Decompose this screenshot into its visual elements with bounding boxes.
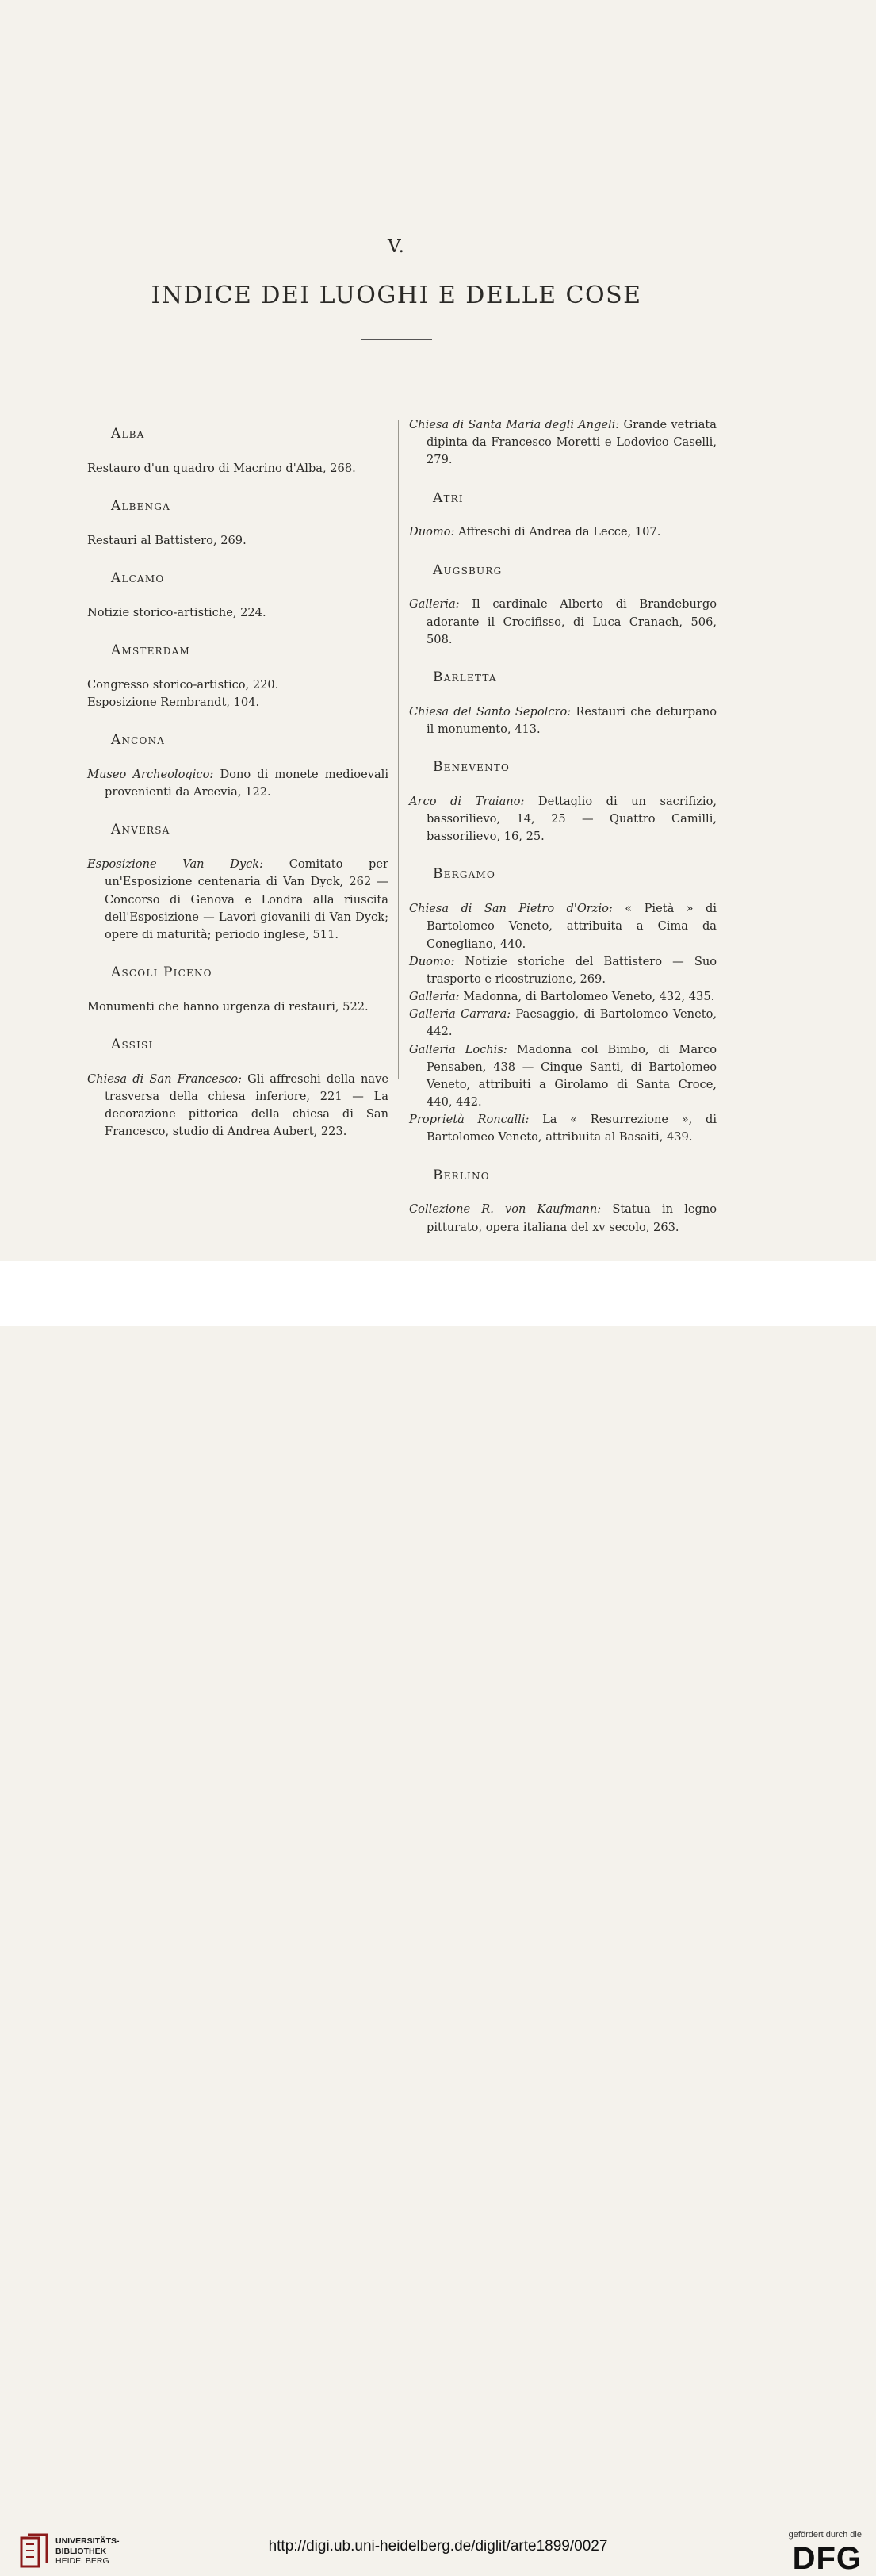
index-section	[409, 864, 717, 1146]
index-section	[87, 963, 388, 1016]
index-section	[87, 730, 388, 801]
place-heading: Atri	[433, 489, 464, 506]
entry-text: Il cardinale Alberto di Brandeburgo adorante il Crocifisso, di Luca Cranach, 506, 508.	[427, 597, 717, 646]
place-heading: Barletta	[433, 669, 497, 685]
place-heading: Bergamo	[433, 866, 496, 883]
index-section	[409, 416, 717, 470]
place-heading: Albenga	[111, 498, 170, 514]
entry-text: Monumenti che hanno urgenza di restauri, 522.	[87, 999, 369, 1014]
index-section	[409, 668, 717, 738]
place-heading: Anversa	[111, 822, 170, 838]
title-rule	[361, 339, 432, 340]
entry-text: Grande vetriata dipinta da Francesco Moretti e Lodovico Caselli, 279.	[427, 418, 717, 467]
entry-text: Dono di monete medioevali provenienti da Arcevia, 122.	[105, 768, 388, 799]
index-section	[87, 1035, 388, 1141]
place-heading: Augsburg	[433, 562, 503, 578]
entry-location: Galleria:	[409, 990, 460, 1004]
entry-text: La « Resurrezione », di Bartolomeo Veneto, attribuita al Basaiti, 439.	[427, 1113, 717, 1144]
index-section	[409, 1166, 717, 1236]
entry-text: Paesaggio, di Bartolomeo Veneto, 442.	[427, 1007, 717, 1039]
entry-location: Galleria Carrara:	[409, 1007, 511, 1022]
place-heading: Berlino	[433, 1167, 490, 1183]
entry-location: Galleria Lochis:	[409, 1042, 507, 1056]
section-number: V.	[388, 236, 405, 257]
place-heading: Amsterdam	[111, 642, 190, 658]
index-entry	[87, 460, 388, 477]
entry-text: Madonna, di Bartolomeo Veneto, 432, 435.	[463, 990, 715, 1004]
entry-location: Chiesa di Santa Maria degli Angeli:	[409, 418, 620, 431]
index-entry	[409, 1041, 717, 1112]
index-column-right	[409, 416, 717, 1255]
footer-bar	[0, 1261, 876, 2576]
place-heading: Assisi	[111, 1037, 154, 1053]
place-heading: Ancona	[111, 732, 166, 749]
entry-text: Statua in legno pitturato, opera italiana del xv secolo, 263.	[427, 1202, 717, 1234]
index-section	[87, 424, 388, 477]
entry-text: Restauri che deturpano il monumento, 413.	[427, 704, 717, 736]
entry-location: Proprietà Roncalli:	[409, 1113, 530, 1127]
index-entry	[409, 416, 717, 470]
index-entry	[409, 1006, 717, 1041]
index-entry	[87, 999, 388, 1016]
place-heading: Ascoli Piceno	[111, 964, 212, 981]
entry-location: Chiesa di San Francesco:	[87, 1071, 242, 1086]
place-heading: Alba	[111, 426, 145, 442]
index-entry	[87, 1071, 388, 1141]
entry-location: Arco di Traiano:	[409, 794, 525, 808]
index-entry	[87, 694, 388, 711]
index-entry	[409, 1201, 717, 1236]
entry-text: Notizie storiche del Battistero — Suo trasporto e ricostruzione, 269.	[427, 954, 717, 986]
entry-text: Restauri al Battistero, 269.	[87, 533, 247, 547]
entry-location: Galleria:	[409, 597, 460, 611]
index-entry	[87, 856, 388, 944]
entry-text: Gli affreschi della nave trasversa della chiesa inferiore, 221 — La decorazione pittorica della chiesa di San Francesco, studio di Andrea Aubert, 223.	[105, 1071, 388, 1139]
index-section	[87, 569, 388, 622]
index-entry	[87, 604, 388, 622]
index-section	[409, 757, 717, 845]
entry-text: Restauro d'un quadro di Macrino d'Alba, 268.	[87, 461, 356, 475]
entry-text: Dettaglio di un sacrifizio, bassorilievo, 14, 25 — Quattro Camilli, bassorilievo, 16, 25.	[427, 794, 717, 844]
entry-location: Duomo:	[409, 525, 455, 539]
source-url-link[interactable]: http://digi.ub.uni-heidelberg.de/diglit/arte1899/0027	[268, 2538, 608, 2555]
place-heading: Benevento	[433, 759, 511, 776]
column-divider	[398, 420, 399, 1079]
entry-text: Madonna col Bimbo, di Marco Pensaben, 438 — Cinque Santi, di Bartolomeo Veneto, attribuiti a Girolamo di Santa Croce, 440, 442.	[427, 1042, 717, 1110]
sponsor	[789, 2530, 862, 2574]
entry-location: Chiesa di San Pietro d'Orzio:	[409, 902, 613, 916]
place-heading: Alcamo	[111, 570, 165, 586]
dfg-logo: DFG	[792, 2541, 862, 2576]
index-section	[87, 820, 388, 944]
index-entry	[409, 953, 717, 988]
index-section	[87, 641, 388, 711]
library-name: UNIVERSITÄTS- BIBLIOTHEK HEIDELBERG	[55, 2536, 120, 2566]
index-entry	[87, 766, 388, 801]
page-title: INDICE DEI LUOGHI E DELLE COSE	[151, 282, 642, 309]
index-entry	[409, 988, 717, 1006]
index-entry	[409, 596, 717, 649]
sponsor-text: gefördert durch die	[788, 2530, 862, 2540]
entry-location: Esposizione Van Dyck:	[87, 857, 264, 872]
entry-location: Collezione R. von Kaufmann:	[409, 1202, 602, 1217]
index-entry	[87, 532, 388, 550]
index-entry	[409, 793, 717, 846]
index-section	[409, 489, 717, 542]
entry-location: Duomo:	[409, 954, 455, 968]
index-entry	[409, 703, 717, 738]
index-column-left	[87, 424, 388, 1160]
entry-text: Affreschi di Andrea da Lecce, 107.	[458, 525, 661, 539]
index-section	[87, 496, 388, 550]
entry-location: Museo Archeologico:	[87, 768, 214, 781]
entry-location: Chiesa del Santo Sepolcro:	[409, 704, 572, 719]
index-entry	[87, 677, 388, 694]
entry-text: Notizie storico-artistiche, 224.	[87, 605, 266, 619]
entry-text: Congresso storico-artistico, 220.	[87, 677, 279, 692]
page	[0, 0, 876, 1261]
entry-text: Comitato per un'Esposizione centenaria di Van Dyck, 262 — Concorso di Genova e Londra alla riuscita dell'Esposizione — Lavori giovanili di Van Dyck; opere di maturità; periodo inglese, 511.	[105, 857, 389, 941]
entry-text: Esposizione Rembrandt, 104.	[87, 696, 260, 709]
index-entry	[409, 523, 717, 541]
index-entry	[409, 900, 717, 953]
index-entry	[409, 1111, 717, 1146]
index-section	[409, 561, 717, 649]
entry-text: « Pietà » di Bartolomeo Veneto, attribuita a Cima da Conegliano, 440.	[427, 902, 717, 951]
